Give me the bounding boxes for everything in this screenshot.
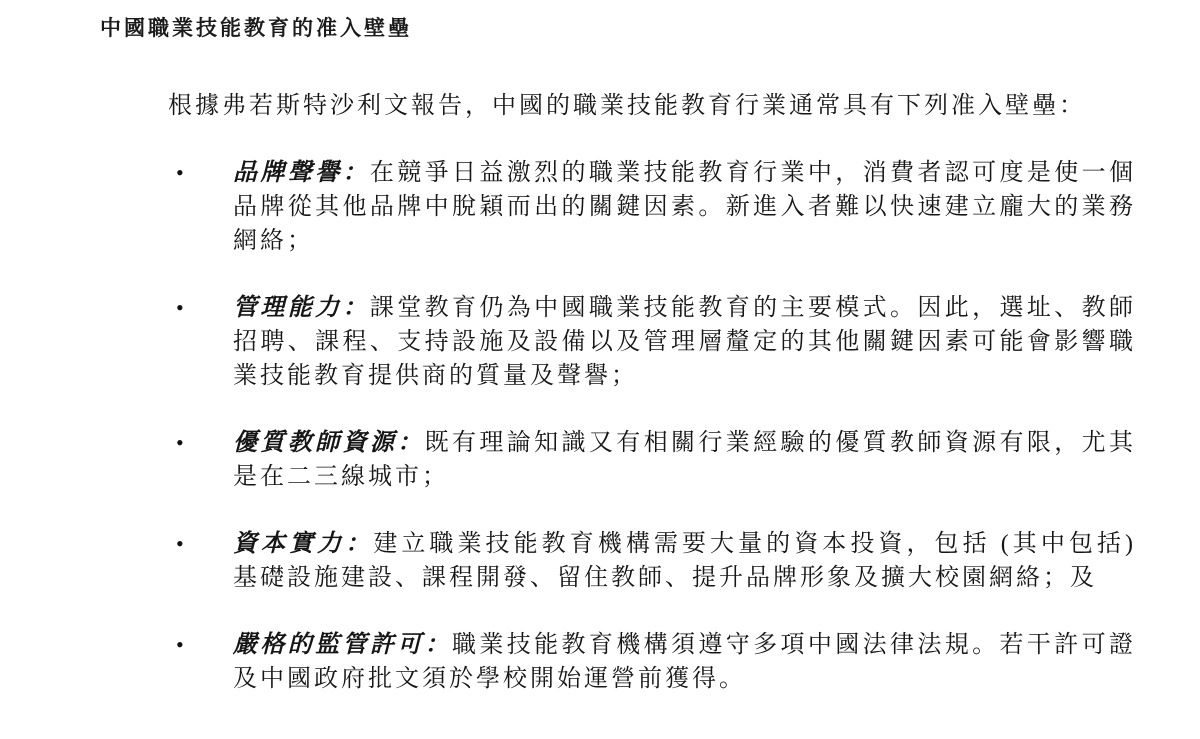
intro-paragraph: 根據弗若斯特沙利文報告，中國的職業技能教育行業通常具有下列准入壁壘： xyxy=(168,93,1086,119)
bullet-text xyxy=(233,156,1136,258)
bullet-body: 職業技能教育機構須遵守多項中國法律法規。若干許可證及中國政府批文須於學校開始運營前獲得。 xyxy=(233,632,1136,692)
bullet-term: 嚴格的監管許可： xyxy=(233,632,452,658)
list-item xyxy=(100,628,1136,696)
bullet-list xyxy=(100,156,1136,696)
bullet-icon: • xyxy=(176,430,184,455)
bullet-term: 管理能力： xyxy=(233,295,370,321)
bullet-body: 建立職業技能教育機構需要大量的資本投資，包括 (其中包括) 基礎設施建設、課程開發、留住教師、提升品牌形象及擴大校園網絡；及 xyxy=(233,531,1137,591)
list-item xyxy=(100,426,1136,494)
list-item xyxy=(100,527,1136,595)
bullet-text xyxy=(233,527,1136,595)
list-item xyxy=(100,156,1136,258)
bullet-text xyxy=(233,291,1136,393)
bullet-body: 課堂教育仍為中國職業技能教育的主要模式。因此，選址、教師招聘、課程、支持設施及設備以及管理層釐定的其他關鍵因素可能會影響職業技能教育提供商的質量及聲譽； xyxy=(233,295,1136,389)
bullet-term: 優質教師資源： xyxy=(233,430,425,456)
bullet-body: 既有理論知識又有相關行業經驗的優質教師資源有限，尤其是在二三線城市； xyxy=(233,430,1136,490)
bullet-icon: • xyxy=(176,295,184,320)
bullet-term: 資本實力： xyxy=(233,531,374,557)
page-title: 中國職業技能教育的准入壁壘 xyxy=(100,17,412,40)
bullet-text xyxy=(233,426,1136,494)
bullet-icon: • xyxy=(176,632,184,657)
list-item xyxy=(100,291,1136,393)
bullet-term: 品牌聲譽： xyxy=(233,160,370,186)
bullet-icon: • xyxy=(176,531,184,556)
bullet-icon: • xyxy=(176,160,184,185)
bullet-text xyxy=(233,628,1136,696)
bullet-body: 在競爭日益激烈的職業技能教育行業中，消費者認可度是使一個品牌從其他品牌中脫穎而出的關鍵因素。新進入者難以快速建立龐大的業務網絡； xyxy=(233,160,1136,254)
